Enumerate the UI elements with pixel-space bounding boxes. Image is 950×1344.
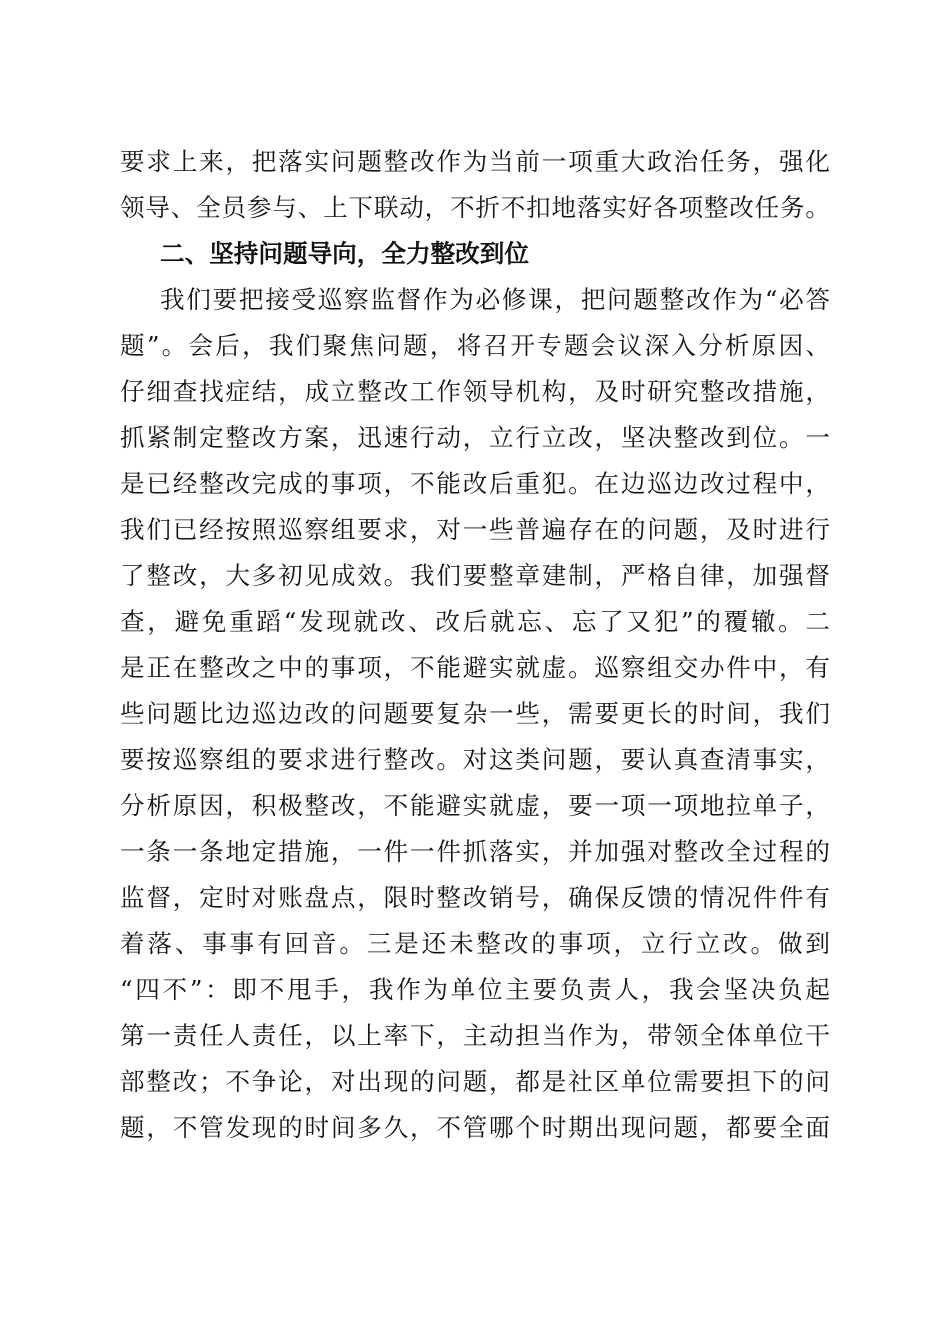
body-line-13: 一条一条地定措施，一件一件抓落实，并加强对整改全过程的	[120, 837, 830, 866]
body-line-1: 我们要把接受巡察监督作为必修课，把问题整改作为“必答	[160, 285, 830, 314]
body-line-14: 监督，定时对账盘点，限时整改销号，确保反馈的情况件件有	[120, 883, 830, 912]
body-line-12: 分析原因，积极整改，不能避实就虚，要一项一项地拉单子，	[120, 791, 830, 820]
body-line-4: 抓紧制定整改方案，迅速行动，立行立改，坚决整改到位。一	[120, 423, 830, 452]
body-line-6: 我们已经按照巡察组要求，对一些普遍存在的问题，及时进行	[120, 515, 830, 544]
section-heading: 二、坚持问题导向，全力整改到位	[160, 239, 529, 268]
body-line-17: 第一责任人责任，以上率下，主动担当作为，带领全体单位干	[120, 1021, 830, 1050]
body-line-9: 是正在整改之中的事项，不能避实就虚。巡察组交办件中，有	[120, 653, 830, 682]
body-line-2: 题”。会后，我们聚焦问题，将召开专题会议深入分析原因、	[120, 331, 830, 360]
body-line-5: 是已经整改完成的事项，不能改后重犯。在边巡边改过程中，	[120, 469, 830, 498]
body-line-16: “四不”：即不甩手，我作为单位主要负责人，我会坚决负起	[120, 975, 830, 1004]
body-line-10: 些问题比边巡边改的问题要复杂一些，需要更长的时间，我们	[120, 699, 830, 728]
body-line-3: 仔细查找症结，成立整改工作领导机构，及时研究整改措施，	[120, 377, 830, 406]
intro-line-2: 领导、全员参与、上下联动，不折不扣地落实好各项整改任务。	[120, 193, 830, 222]
body-line-19: 题，不管发现的时间多久，不管哪个时期出现问题，都要全面	[120, 1113, 830, 1142]
body-line-18: 部整改；不争论，对出现的问题，都是社区单位需要担下的问	[120, 1067, 830, 1096]
body-line-8: 查，避免重蹈“发现就改、改后就忘、忘了又犯”的覆辙。二	[120, 607, 830, 636]
body-line-15: 着落、事事有回音。三是还未整改的事项，立行立改。做到	[120, 929, 830, 958]
intro-line-1: 要求上来，把落实问题整改作为当前一项重大政治任务，强化	[120, 147, 830, 176]
body-line-11: 要按巡察组的要求进行整改。对这类问题，要认真查清事实，	[120, 745, 830, 774]
body-line-7: 了整改，大多初见成效。我们要整章建制，严格自律，加强督	[120, 561, 830, 590]
